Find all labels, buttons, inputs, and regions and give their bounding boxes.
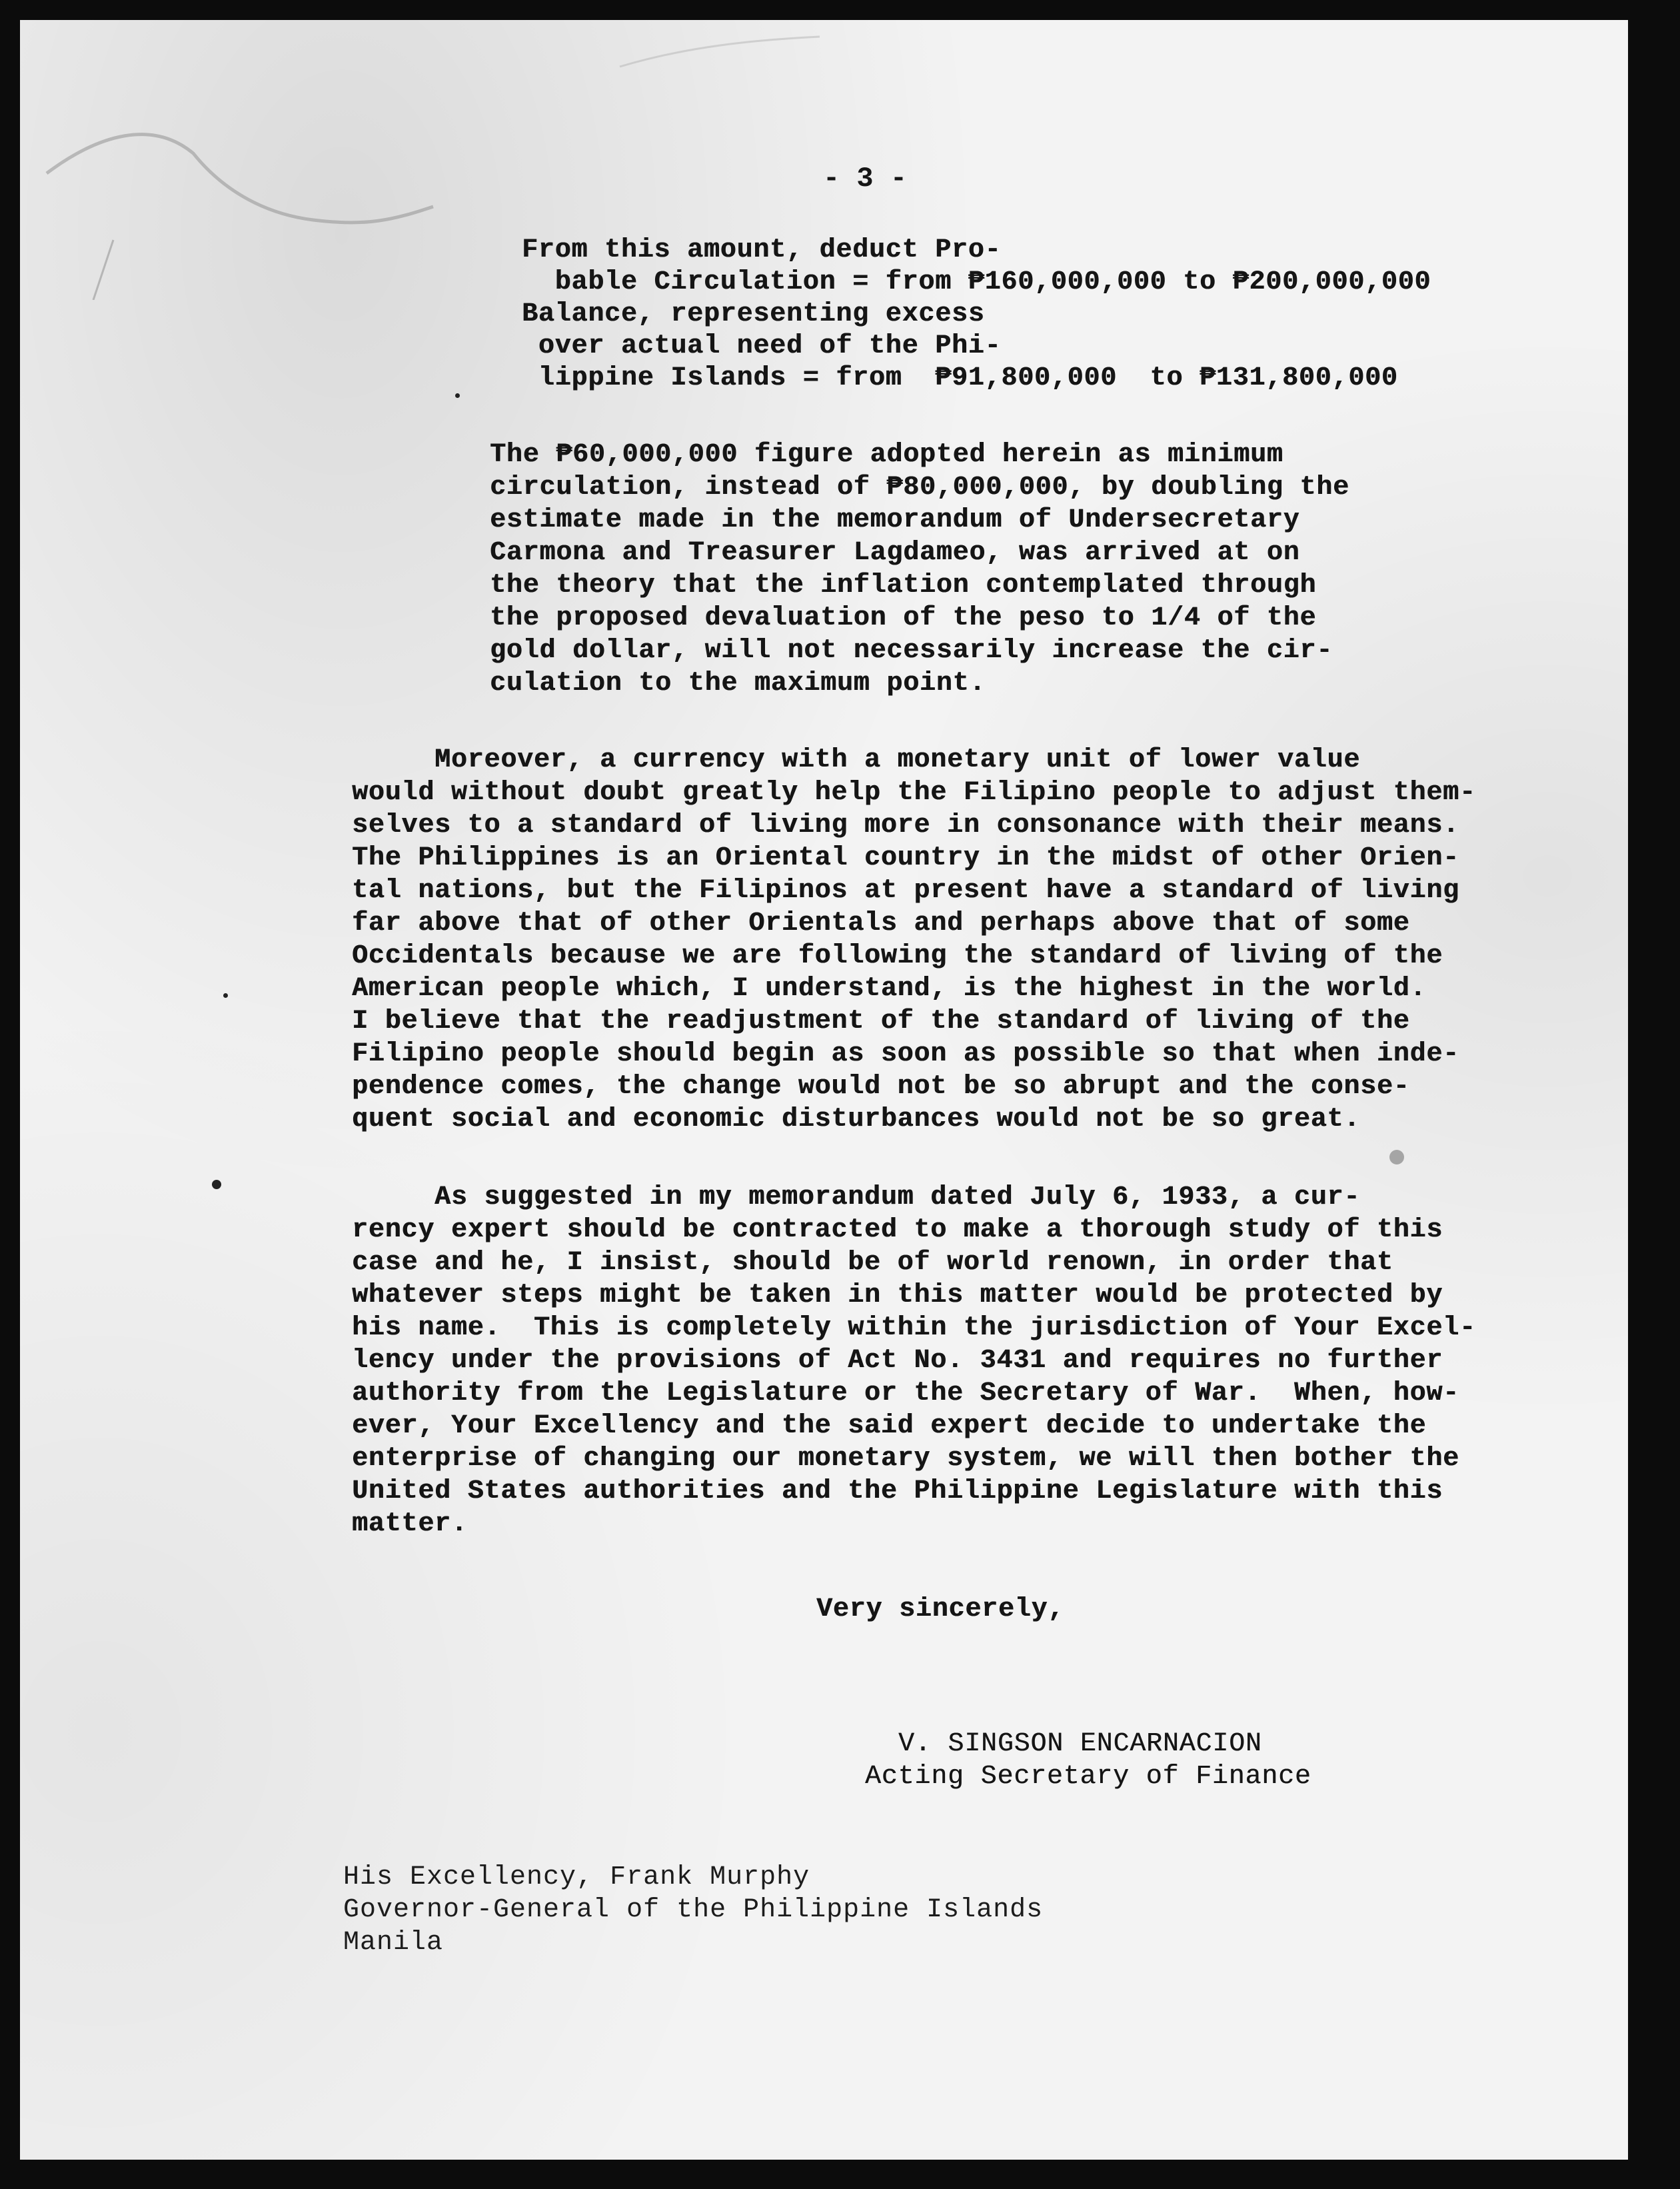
scan-border-top <box>0 0 1680 20</box>
calc-line: From this amount, deduct Pro- <box>522 235 1002 265</box>
scan-border-right <box>1628 0 1680 2189</box>
text-line: estimate made in the memorandum of Undersecretary <box>490 505 1300 535</box>
text-line: his name. This is completely within the jurisdiction of Your Excel- <box>352 1313 1476 1343</box>
scan-border-bottom <box>0 2160 1680 2189</box>
paragraph-minimum-circulation <box>490 439 1349 700</box>
text-line: matter. <box>352 1509 468 1539</box>
text-line: the theory that the inflation contemplated through <box>490 571 1317 601</box>
calc-line: lippine Islands = from ₱91,800,000 to ₱131,800,000 <box>522 363 1398 393</box>
text-line: tal nations, but the Filipinos at present have a standard of living <box>352 876 1459 906</box>
text-line: quent social and economic disturbances would not be so great. <box>352 1104 1361 1134</box>
addressee-line: Governor-General of the Philippine Islands <box>343 1895 1044 1925</box>
text-line: The Philippines is an Oriental country in the midst of other Orien- <box>352 843 1459 873</box>
scan-border-left <box>0 0 20 2189</box>
text-line: United States authorities and the Philippine Legislature with this <box>352 1476 1443 1506</box>
addressee-line: Manila <box>343 1928 444 1958</box>
signer-title: Acting Secretary of Finance <box>865 1762 1311 1792</box>
text-line: pendence comes, the change would not be so abrupt and the conse- <box>352 1072 1410 1102</box>
calc-line: over actual need of the Phi- <box>522 331 1002 361</box>
ink-speck <box>1389 1150 1404 1164</box>
text-line: The ₱60,000,000 figure adopted herein as minimum <box>490 440 1283 470</box>
text-line: I believe that the readjustment of the standard of living of the <box>352 1007 1410 1037</box>
text-line: selves to a standard of living more in consonance with their means. <box>352 811 1459 841</box>
text-line: gold dollar, will not necessarily increase the cir- <box>490 636 1333 666</box>
addressee-block <box>343 1861 1043 1959</box>
text-line: would without doubt greatly help the Filipino people to adjust them- <box>352 778 1476 808</box>
text-line: As suggested in my memorandum dated July 6, 1933, a cur- <box>352 1182 1361 1212</box>
calc-line: Balance, representing excess <box>522 299 985 329</box>
addressee-line: His Excellency, Frank Murphy <box>343 1862 810 1892</box>
calc-line: bable Circulation = from ₱160,000,000 to ₱200,000,000 <box>522 267 1431 297</box>
circulation-calculation <box>522 235 1431 395</box>
paragraph-currency-expert <box>352 1181 1476 1540</box>
text-line: enterprise of changing our monetary system, we will then bother the <box>352 1444 1459 1474</box>
text-line: far above that of other Orientals and perhaps above that of some <box>352 909 1410 939</box>
text-line: Occidentals because we are following the standard of living of the <box>352 941 1443 971</box>
text-line: Carmona and Treasurer Lagdameo, was arrived at on <box>490 538 1300 568</box>
ink-speck <box>223 993 228 998</box>
text-line: the proposed devaluation of the peso to 1/4 of the <box>490 603 1317 633</box>
text-line: culation to the maximum point. <box>490 669 986 699</box>
text-line: Filipino people should begin as soon as possible so that when inde- <box>352 1039 1459 1069</box>
text-line: circulation, instead of ₱80,000,000, by doubling the <box>490 473 1349 503</box>
text-line: rency expert should be contracted to make a thorough study of this <box>352 1215 1443 1245</box>
text-line: lency under the provisions of Act No. 3431 and requires no further <box>352 1346 1443 1376</box>
page-number: - 3 - <box>823 163 908 195</box>
text-line: case and he, I insist, should be of world renown, in order that <box>352 1248 1393 1278</box>
text-line: authority from the Legislature or the Secretary of War. When, how- <box>352 1378 1459 1408</box>
text-line: ever, Your Excellency and the said expert decide to undertake the <box>352 1411 1427 1441</box>
ink-speck <box>212 1180 221 1189</box>
signer-name: V. SINGSON ENCARNACION <box>898 1729 1262 1759</box>
paragraph-standard-of-living <box>352 744 1476 1136</box>
closing-salutation: Very sincerely, <box>816 1594 1065 1624</box>
text-line: American people which, I understand, is the highest in the world. <box>352 974 1427 1004</box>
text-line: whatever steps might be taken in this matter would be protected by <box>352 1280 1443 1310</box>
text-line: Moreover, a currency with a monetary unit of lower value <box>352 745 1361 775</box>
ink-speck <box>455 393 460 398</box>
